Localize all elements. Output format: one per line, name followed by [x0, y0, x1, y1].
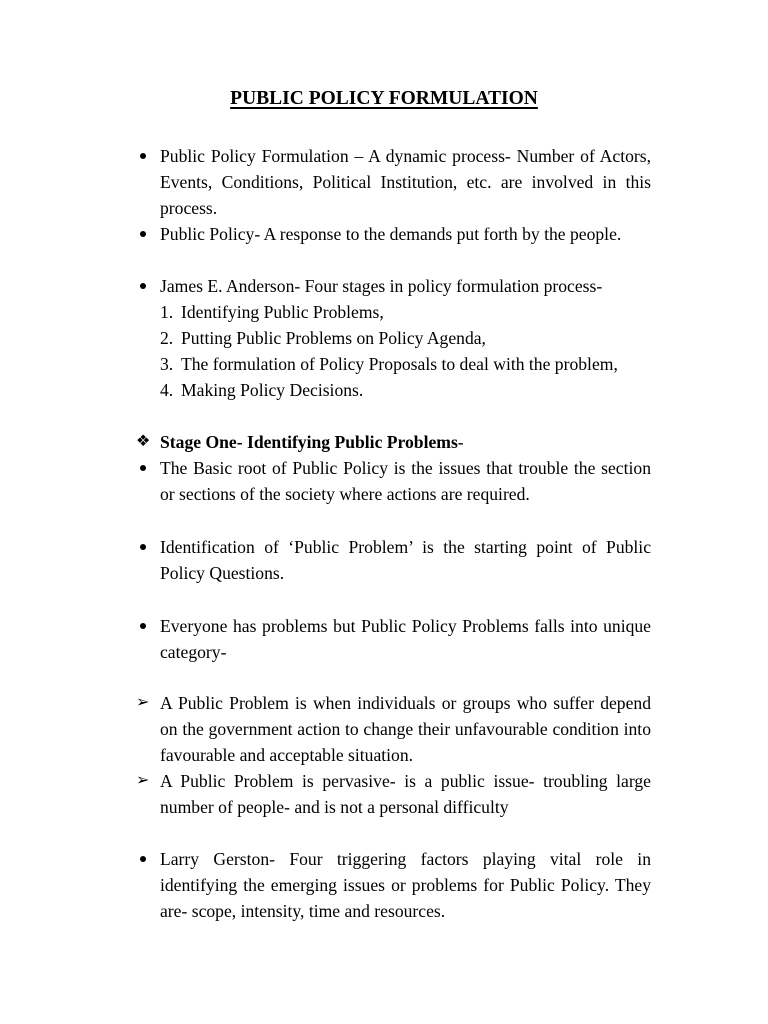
list-item: [160, 846, 651, 924]
item-text: Putting Public Problems on Policy Agenda,: [181, 328, 486, 348]
item-text: The formulation of Policy Proposals to deal with the problem,: [181, 354, 618, 374]
four-diamond-icon: ❖: [136, 433, 151, 450]
numbered-item: [160, 325, 661, 351]
bullet-dot-icon: [140, 544, 146, 550]
section-heading-suffix: -: [457, 432, 464, 452]
numbered-item: [160, 351, 661, 377]
list-item-text: Larry Gerston- Four triggering factors playing vital role in identifying the emerging issues or problems for Public Policy. They are- scope, intensity, time and resources.: [160, 849, 651, 921]
bullet-dot-icon: [140, 283, 146, 289]
list-item-text: James E. Anderson- Four stages in policy formulation process-: [160, 276, 603, 296]
bullet-dot-icon: [140, 465, 146, 471]
arrow-item-text: A Public Problem is pervasive- is a public issue- troubling large number of people- and is not a personal difficulty: [160, 771, 651, 817]
arrow-list-item: [136, 768, 651, 820]
section-heading: [160, 429, 464, 455]
list-item-text: The Basic root of Public Policy is the issues that trouble the section or sections of the society where actions are required.: [160, 458, 651, 504]
arrowhead-icon: ➢: [136, 772, 150, 789]
item-number: 4.: [160, 380, 174, 400]
item-text: Making Policy Decisions.: [181, 380, 364, 400]
arrow-list-item: [136, 690, 651, 768]
section-heading-text: Stage One- Identifying Public Problems: [160, 432, 458, 452]
list-item: [160, 221, 651, 247]
item-number: 2.: [160, 328, 174, 348]
list-item-text: Public Policy- A response to the demands put forth by the people.: [160, 224, 622, 244]
page-title: PUBLIC POLICY FORMULATION: [230, 88, 538, 109]
numbered-item: [160, 377, 661, 403]
list-item: [160, 143, 651, 221]
bullet-dot-icon: [140, 153, 146, 159]
bullet-dot-icon: [140, 623, 146, 629]
list-item: [160, 534, 651, 586]
list-item: [160, 273, 651, 299]
arrow-item-text: A Public Problem is when individuals or groups who suffer depend on the government action to change their unfavourable condition into favourable and acceptable situation.: [160, 693, 651, 765]
bullet-dot-icon: [140, 231, 146, 237]
list-item: [160, 613, 651, 665]
item-number: 3.: [160, 354, 174, 374]
list-item-text: Everyone has problems but Public Policy Problems falls into unique category-: [160, 616, 651, 662]
list-item: [160, 455, 651, 507]
item-number: 1.: [160, 302, 174, 322]
bullet-dot-icon: [140, 856, 146, 862]
list-item-text: Identification of ‘Public Problem’ is the starting point of Public Policy Questions.: [160, 537, 651, 583]
list-item-text: Public Policy Formulation – A dynamic process- Number of Actors, Events, Conditions, Political Institution, etc. are involved in this process.: [160, 146, 651, 218]
arrowhead-icon: ➢: [136, 694, 150, 711]
numbered-item: [160, 299, 661, 325]
item-text: Identifying Public Problems,: [181, 302, 384, 322]
